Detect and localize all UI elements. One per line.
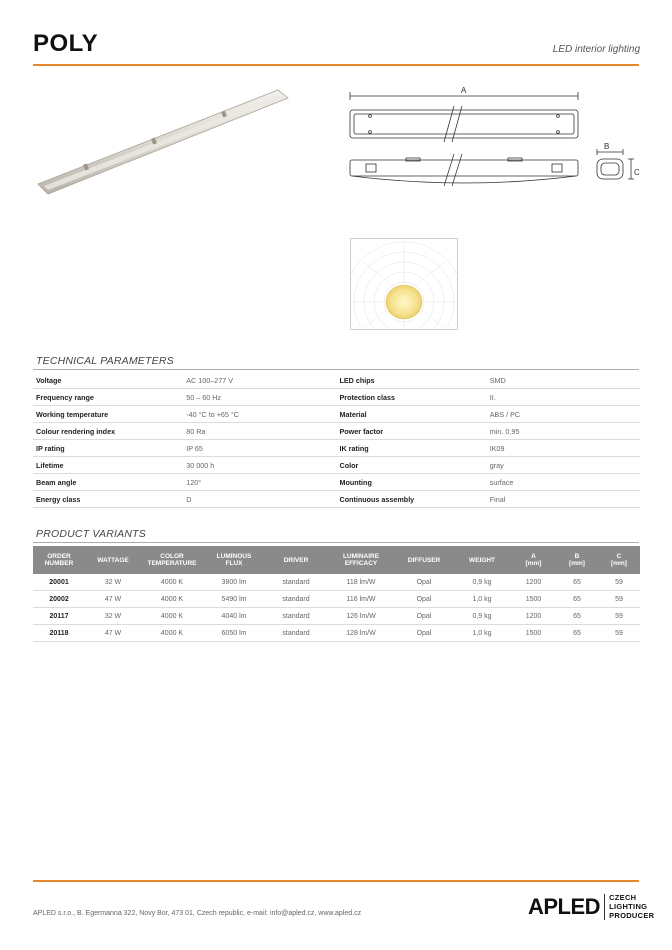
wattage: 32 W — [104, 578, 122, 586]
dim-a: 1200 — [525, 612, 542, 620]
param-label: IK rating — [339, 443, 369, 453]
driver: standard — [282, 578, 310, 586]
order-number: 20117 — [49, 612, 69, 620]
param-label: Frequency range — [36, 392, 94, 402]
diffuser: Opal — [416, 578, 432, 586]
dim-b: 65 — [573, 578, 581, 586]
header-luminaire-efficacy: LUMINAIRE EFFICACY — [342, 553, 380, 567]
efficacy: 118 lm/W — [346, 578, 376, 586]
order-number: 20001 — [49, 578, 69, 586]
header-diffuser: DIFFUSER — [407, 556, 441, 564]
table-row — [33, 372, 640, 389]
table-row — [33, 440, 640, 457]
param-value: gray — [489, 460, 504, 470]
dim-a: 1500 — [525, 629, 542, 637]
logo-tagline: CZECH LIGHTING PRODUCER — [609, 893, 655, 920]
technical-divider — [33, 369, 639, 370]
dim-c: 59 — [615, 595, 623, 603]
header-color-temperature: COLOR TEMPERATURE — [147, 553, 197, 567]
param-value: min. 0,95 — [489, 426, 520, 436]
param-label: Protection class — [339, 392, 396, 402]
param-value: surface — [489, 477, 514, 487]
efficacy: 116 lm/W — [346, 595, 376, 603]
table-row — [33, 625, 640, 642]
param-value: Final — [489, 494, 506, 504]
luminous-flux: 6050 lm — [221, 629, 247, 637]
luminous-flux: 5490 lm — [221, 595, 247, 603]
page-title: POLY — [33, 30, 99, 57]
param-value: 30 000 h — [186, 460, 215, 470]
wattage: 32 W — [104, 612, 122, 620]
param-label: IP rating — [36, 443, 65, 453]
order-number: 20002 — [49, 595, 69, 603]
product-variants-table — [33, 546, 640, 642]
param-value: 50 – 60 Hz — [186, 392, 222, 402]
param-label: Lifetime — [36, 460, 64, 470]
diffuser: Opal — [416, 612, 432, 620]
param-label: Working temperature — [36, 409, 109, 419]
luminous-flux: 4040 lm — [221, 612, 247, 620]
diffuser: Opal — [416, 629, 432, 637]
color-temperature: 4000 K — [160, 578, 184, 586]
param-value: 80 Ra — [186, 426, 206, 436]
param-label: Continuous assembly — [339, 494, 415, 504]
param-value: IP 65 — [186, 443, 203, 453]
param-label: Energy class — [36, 494, 81, 504]
wattage: 47 W — [104, 595, 122, 603]
header-a: A [mm] — [525, 553, 542, 567]
header-weight: WEIGHT — [469, 556, 495, 564]
table-row — [33, 491, 640, 508]
dim-c: 59 — [615, 578, 623, 586]
param-value: IK09 — [489, 443, 505, 453]
driver: standard — [282, 595, 310, 603]
header-wattage: WATTAGE — [97, 556, 129, 564]
light-distribution-diagram — [350, 238, 458, 330]
header-luminous-flux: LUMINOUS FLUX — [216, 553, 252, 567]
dim-b: 65 — [573, 595, 581, 603]
param-value: -40 °C to +65 °C — [186, 409, 239, 419]
table-row — [33, 608, 640, 625]
param-label: Beam angle — [36, 477, 77, 487]
table-row — [33, 457, 640, 474]
color-temperature: 4000 K — [160, 595, 184, 603]
dim-a: 1500 — [525, 595, 542, 603]
table-header — [33, 546, 640, 574]
color-temperature: 4000 K — [160, 612, 184, 620]
table-row — [33, 406, 640, 423]
variants-divider — [33, 542, 639, 543]
dim-b: 65 — [573, 612, 581, 620]
dimension-a-label: A — [461, 86, 467, 95]
dim-c: 59 — [615, 629, 623, 637]
table-row — [33, 591, 640, 608]
param-label: Power factor — [339, 426, 384, 436]
technical-parameters-title: TECHNICAL PARAMETERS — [36, 355, 174, 367]
product-variants-title: PRODUCT VARIANTS — [36, 528, 146, 540]
efficacy: 128 lm/W — [346, 629, 376, 637]
logo-separator — [604, 894, 605, 920]
footer-divider — [33, 880, 639, 882]
param-label: LED chips — [339, 375, 375, 385]
footer-address: APLED s.r.o., B. Egermanna 322, Novy Bor, 473 01, Czech republic, e-mail: info@apled.cz, www.apled.cz — [33, 910, 362, 917]
param-label: Mounting — [339, 477, 372, 487]
param-value: D — [186, 494, 192, 504]
dim-c: 59 — [615, 612, 623, 620]
param-value: II. — [489, 392, 496, 402]
header-driver: DRIVER — [283, 556, 309, 564]
param-value: SMD — [489, 375, 506, 385]
param-label: Voltage — [36, 375, 62, 385]
color-temperature: 4000 K — [160, 629, 184, 637]
product-image — [30, 80, 292, 200]
driver: standard — [282, 612, 310, 620]
dim-b: 65 — [573, 629, 581, 637]
efficacy: 126 lm/W — [346, 612, 376, 620]
dimension-b-label: B — [604, 142, 610, 151]
param-value: 120° — [186, 477, 202, 487]
param-value: AC 100–277 V — [186, 375, 234, 385]
header-c: C [mm] — [611, 553, 627, 567]
diffuser: Opal — [416, 595, 432, 603]
param-label: Colour rendering index — [36, 426, 116, 436]
dimension-c-label: C — [634, 168, 640, 177]
dimension-drawing — [340, 86, 645, 196]
param-label: Color — [339, 460, 359, 470]
weight: 0,9 kg — [472, 612, 492, 620]
wattage: 47 W — [104, 629, 122, 637]
param-value: ABS / PC — [489, 409, 521, 419]
weight: 0,9 kg — [472, 578, 492, 586]
header-divider — [33, 64, 639, 66]
driver: standard — [282, 629, 310, 637]
apled-logo — [528, 893, 654, 920]
header-order-number: ORDER NUMBER — [44, 553, 74, 567]
header-b: B [mm] — [569, 553, 585, 567]
table-row — [33, 574, 640, 591]
table-row — [33, 474, 640, 491]
luminous-flux: 3800 lm — [221, 578, 247, 586]
weight: 1,0 kg — [472, 595, 492, 603]
page-subtitle: LED interior lighting — [552, 44, 640, 55]
table-row — [33, 389, 640, 406]
order-number: 20118 — [49, 629, 69, 637]
table-row — [33, 423, 640, 440]
technical-parameters-table — [33, 372, 640, 508]
logo-wordmark: APLED — [528, 893, 601, 919]
weight: 1,0 kg — [472, 629, 492, 637]
param-label: Material — [339, 409, 367, 419]
dim-a: 1200 — [525, 578, 542, 586]
